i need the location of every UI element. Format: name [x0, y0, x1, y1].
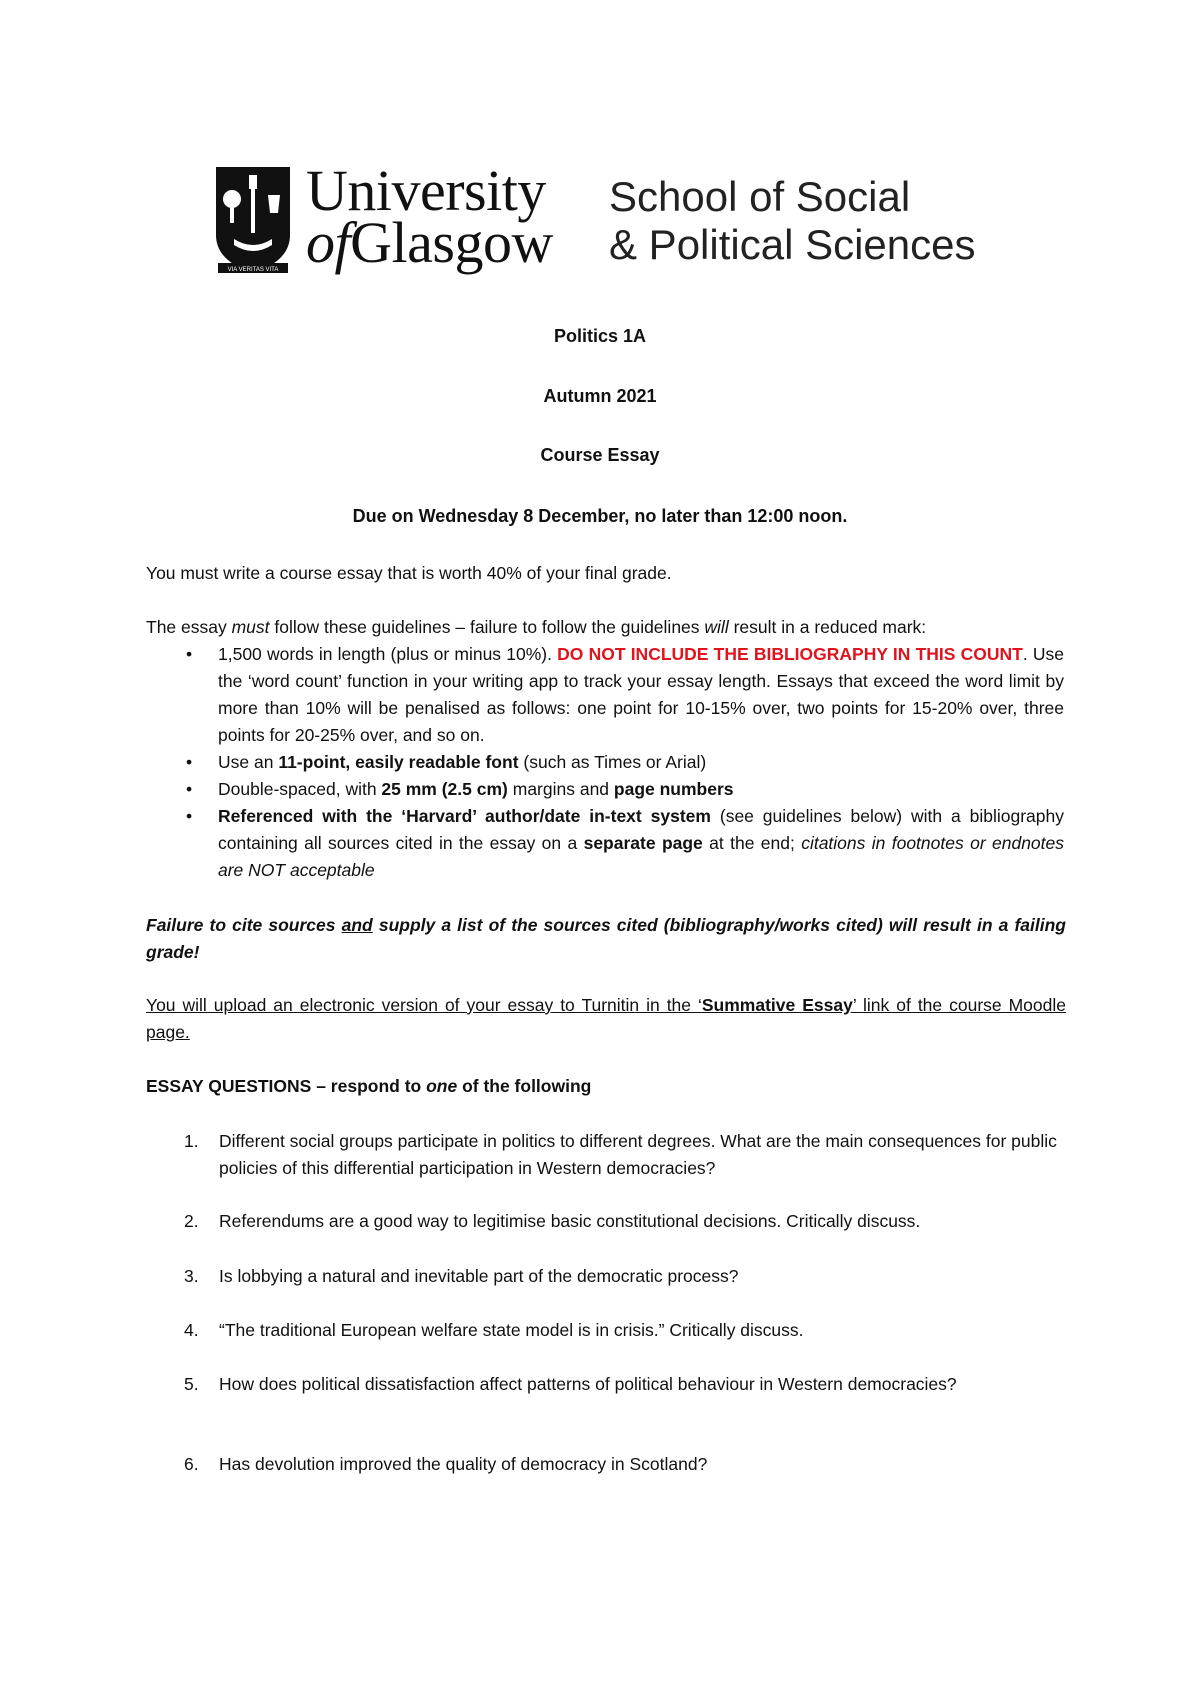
question-text: How does political dissatisfaction affect patterns of political behaviour in Western democracies? — [219, 1374, 957, 1394]
question-text: Has devolution improved the quality of democracy in Scotland? — [219, 1454, 708, 1474]
university-glasgow: Glasgow — [350, 210, 553, 275]
guideline-spacing: Double-spaced, with 25 mm (2.5 cm) margins and page numbers — [218, 779, 734, 799]
citation-warning: Failure to cite sources and supply a list of the sources cited (bibliography/works cited) will result in a failing grade! — [146, 915, 1066, 962]
bullet-icon: • — [186, 752, 193, 772]
question-number: 5. — [184, 1374, 199, 1394]
questions-heading: ESSAY QUESTIONS – respond to one of the following — [146, 1076, 592, 1096]
question-number: 1. — [184, 1131, 199, 1151]
guideline-referencing: Referenced with the ‘Harvard’ author/date in-text system (see guidelines below) with a bibliography containing all sources cited in the essay on a separate page at the end; citations in footnotes or endnotes are NOT acceptable — [218, 806, 1065, 880]
university-logo — [214, 158, 1004, 275]
due-date: Due on Wednesday 8 December, no later than 12:00 noon. — [352, 506, 848, 526]
guideline-font: Use an 11-point, easily readable font (such as Times or Arial) — [218, 752, 707, 772]
question-text: Different social groups participate in politics to different degrees. What are the main consequences for public policies of this differential participation in Western democracies? — [219, 1131, 1057, 1178]
question-number: 2. — [184, 1211, 199, 1231]
question-number: 3. — [184, 1266, 199, 1286]
course-title: Politics 1A — [553, 326, 647, 346]
school-name-line2: & Political Sciences — [609, 221, 976, 268]
question-number: 4. — [184, 1320, 199, 1340]
university-name-line1: University — [306, 158, 546, 223]
question-number: 6. — [184, 1454, 199, 1474]
intro-text: You must write a course essay that is worth 40% of your final grade. — [146, 563, 672, 583]
bullet-icon: • — [186, 779, 193, 799]
school-name-line1: School of Social — [609, 173, 911, 220]
university-of: of — [306, 210, 351, 275]
bullet-icon: • — [186, 806, 193, 826]
question-text: “The traditional European welfare state model is in crisis.” Critically discuss. — [219, 1320, 804, 1340]
guidelines-lead: The essay must follow these guidelines – failure to follow the guidelines will result in a reduced mark: — [146, 617, 927, 637]
document-title: Course Essay — [540, 445, 660, 465]
crest-icon — [214, 165, 292, 275]
question-text: Is lobbying a natural and inevitable part of the democratic process? — [219, 1266, 739, 1286]
university-name-line2 — [306, 211, 553, 275]
guideline-word-count: 1,500 words in length (plus or minus 10%). DO NOT INCLUDE THE BIBLIOGRAPHY IN THIS COUNT. Use the ‘word count’ function in your writing app to track your essay length. Essays that exceed the word limit by more than 10% will be penalised as follows: one point for 10-15% over, two points for 15-20% over, three points for 20-25% over, and so on. — [218, 644, 1064, 745]
crest-motto: VIA VERITAS VITA — [227, 267, 279, 273]
question-text: Referendums are a good way to legitimise basic constitutional decisions. Critically discuss. — [219, 1211, 921, 1231]
term-title: Autumn 2021 — [543, 386, 657, 406]
upload-instructions: You will upload an electronic version of your essay to Turnitin in the ‘Summative Essay’ link of the course Moodle page. — [146, 995, 1066, 1042]
bullet-icon: • — [186, 644, 193, 664]
